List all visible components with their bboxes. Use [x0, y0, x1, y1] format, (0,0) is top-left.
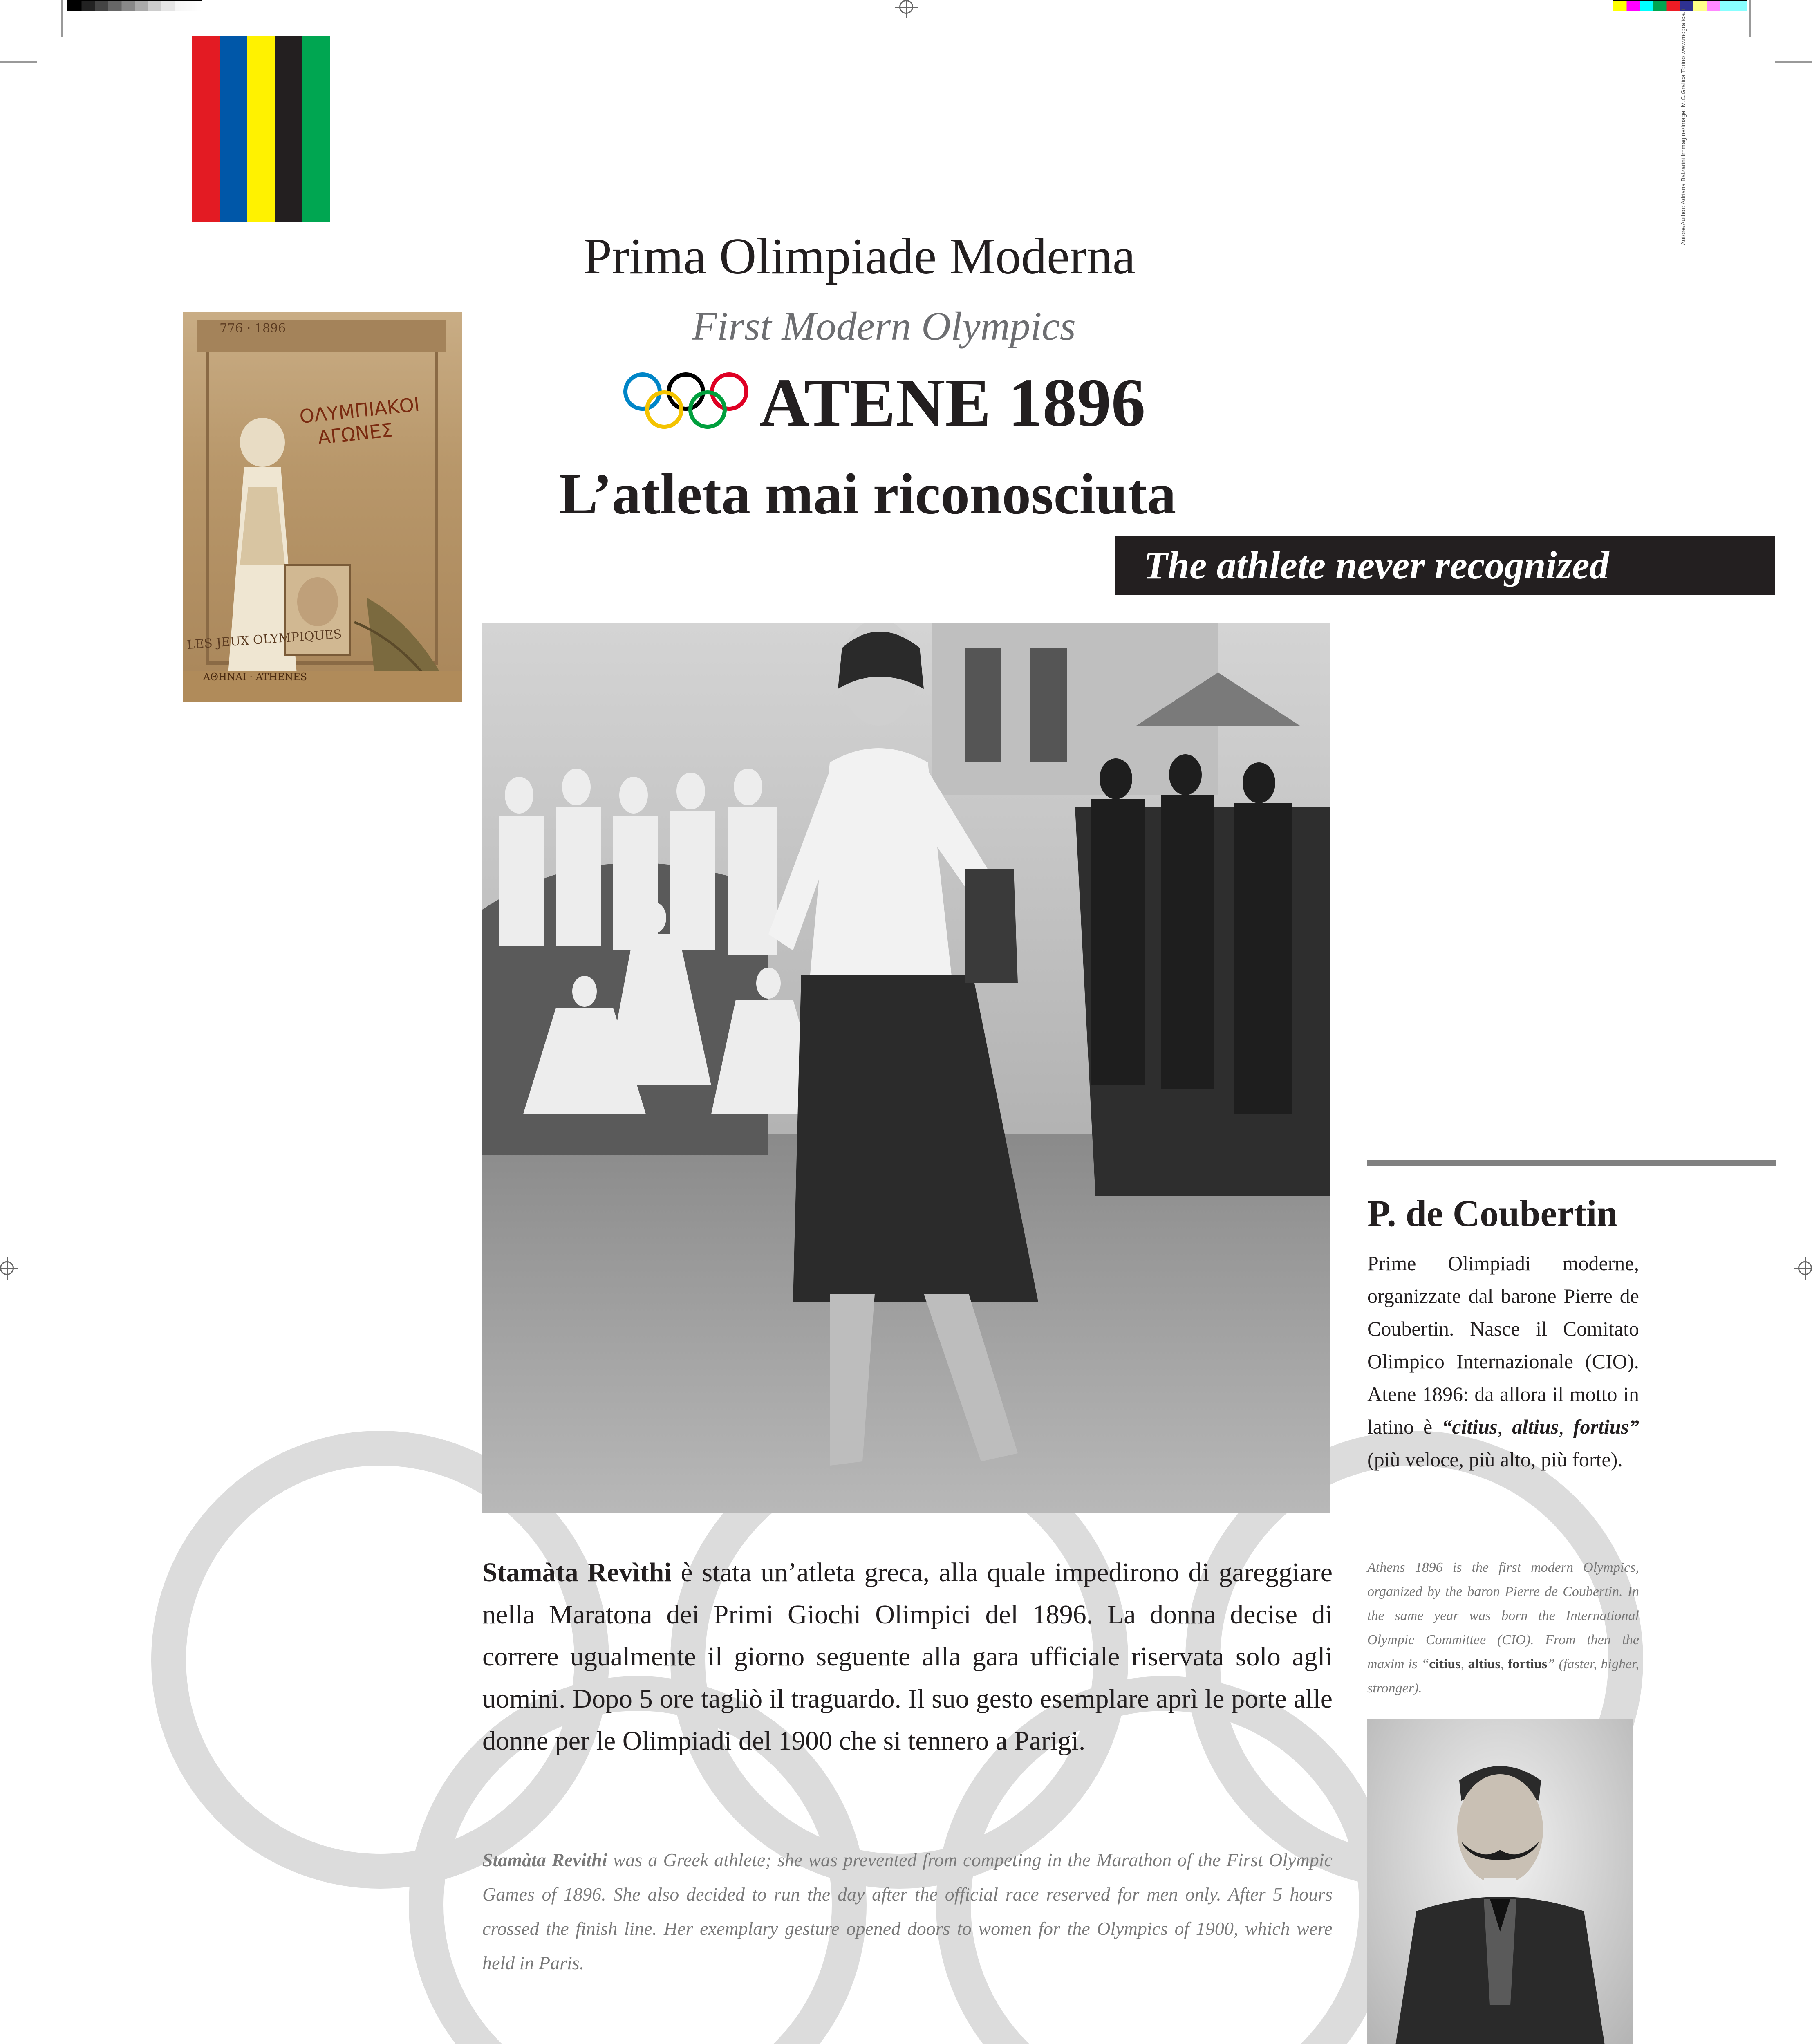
sidebar-it-motto-1: citius — [1452, 1415, 1498, 1438]
sidebar-text-italian — [1367, 1247, 1639, 1476]
olympic-color-bars — [192, 36, 330, 222]
registration-mark-right — [1798, 1261, 1812, 1275]
main-text-italian-name: Stamàta Revìthi — [482, 1558, 672, 1587]
sidebar-it-part1: Prime Olimpiadi moderne, organizzate dal barone Pierre de Coubertin. Nasce il Comitato Olimpico Internazionale (CIO). Atene 1896: da allora il motto in latino è — [1367, 1252, 1639, 1438]
sidebar-en-motto-3: fortius — [1507, 1656, 1548, 1672]
poster-title-greek-2: ΑΓΩΝΕΣ — [316, 419, 394, 449]
sidebar-it-motto-sep2: , — [1559, 1415, 1573, 1438]
sidebar-en-part2: ” (faster, higher, stronger). — [1367, 1656, 1639, 1696]
vintage-olympic-poster — [183, 312, 462, 702]
athlete-photo-illustration — [482, 623, 1330, 1513]
main-text-english-body: was a Greek athlete; she was prevented from competing in the Marathon of the First Olympic Games of 1896. She also decided to run the day after the official race reserved for men only. After 5 hours crossed the finish line. Her exemplary gesture opened doors to women for the Olympics of 1900, which were held in Paris. — [482, 1849, 1333, 1973]
poster-footer-text-2: ΑΘΗΝΑΙ · ATHENES — [203, 671, 307, 683]
title-italian: Prima Olimpiade Moderna — [583, 228, 1136, 285]
sidebar-en-motto-sep1: , — [1460, 1656, 1468, 1672]
headline-english-bar — [1115, 536, 1775, 595]
headline-english: The athlete never recognized — [1144, 543, 1609, 587]
grayscale-strip — [67, 0, 202, 11]
poster-title-greek-1: ΟΛΥΜΠΙΑΚΟΙ — [298, 393, 421, 428]
photo-pierre-de-coubertin — [1367, 1719, 1633, 2044]
sidebar-en-motto-1: citius — [1429, 1656, 1461, 1672]
city-year-heading: ATENE 1896 — [759, 365, 1146, 441]
olympic-rings-icon — [621, 370, 752, 432]
sidebar-heading: P. de Coubertin — [1367, 1192, 1618, 1234]
poster-footer-text: LES JEUX OLYMPIQUES — [186, 627, 343, 652]
crop-mark — [0, 61, 37, 63]
sidebar-en-motto-2: altius — [1468, 1656, 1501, 1672]
coubertin-portrait-illustration — [1367, 1719, 1633, 2044]
main-text-italian — [482, 1551, 1333, 1762]
headline-italian: L’atleta mai riconosciuta — [559, 462, 1176, 526]
crop-mark — [61, 0, 63, 37]
sidebar-it-motto-sep1: , — [1497, 1415, 1512, 1438]
poster-years: 776 · 1896 — [220, 321, 286, 336]
sidebar-en-motto-sep2: , — [1500, 1656, 1508, 1672]
sidebar-it-motto-3: fortius — [1573, 1415, 1629, 1438]
bar-green — [302, 36, 330, 222]
sidebar-it-part2: (più veloce, più alto, più forte). — [1367, 1448, 1623, 1471]
credits-text: Autore/Author: Adriana Balzarini Immagine/Image: M.C.Grafica Torino www.mcgrafica.it — [1680, 8, 1687, 245]
main-text-italian-body: è stata un’atleta greca, alla quale impedirono di gareggiare nella Maratona dei Primi Giochi Olimpici del 1896. La donna decise di correre ugualmente il giorno seguente alla gara ufficiale riservata solo agli uomini. Dopo 5 ore tagliò il traguardo. Il suo gesto esemplare aprì le porte alle donne per le Olimpiadi del 1900 che si tennero a Parigi. — [482, 1558, 1333, 1756]
main-text-english-name: Stamàta Revithi — [482, 1849, 607, 1870]
crop-mark — [1775, 61, 1812, 63]
sidebar-en-part1: Athens 1896 is the first modern Olympics, organized by the baron Pierre de Coubertin. In the same year was born the International Olympic Committee (CIO). From then the maxim is “ — [1367, 1560, 1639, 1672]
sidebar-top-rule — [1367, 1160, 1776, 1166]
olympic-rings-logo — [621, 370, 752, 432]
sidebar-it-motto-open: “ — [1442, 1415, 1452, 1438]
bar-red — [192, 36, 220, 222]
registration-mark-left — [0, 1261, 14, 1275]
main-text-english — [482, 1843, 1333, 1980]
sidebar-text-english — [1367, 1555, 1639, 1700]
crop-mark — [1749, 0, 1751, 37]
photo-stamata-revithi — [482, 623, 1330, 1513]
registration-mark-top — [899, 0, 913, 14]
bar-blue — [220, 36, 248, 222]
bar-yellow — [247, 36, 275, 222]
bar-black — [275, 36, 303, 222]
sidebar-it-motto-2: altius — [1512, 1415, 1559, 1438]
sidebar-it-motto-close: ” — [1629, 1415, 1640, 1438]
title-english: First Modern Olympics — [692, 303, 1076, 349]
